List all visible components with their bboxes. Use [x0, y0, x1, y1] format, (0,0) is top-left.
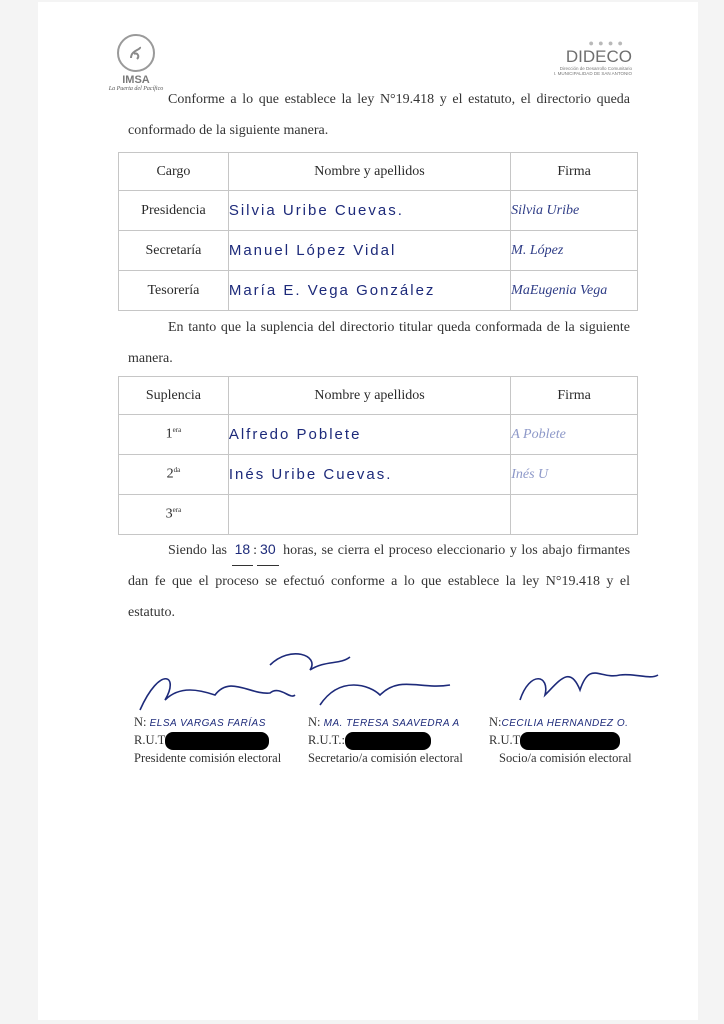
firmante-rol: Socio/a comisión electoral: [499, 751, 632, 766]
table-row: [119, 231, 638, 271]
firma-cell: Inés U: [511, 455, 638, 495]
cargo-cell: Secretaría: [119, 231, 229, 271]
dideco-line1: Dirección de Desarrollo Comunitario: [559, 66, 632, 71]
firma-cell: A Poblete: [511, 415, 638, 455]
hour-field: 18: [232, 534, 254, 566]
intro-paragraph: [128, 84, 630, 146]
imsa-brand: IMSA: [122, 74, 150, 86]
table-row: [119, 495, 638, 535]
table-header-row: [119, 377, 638, 415]
ordinal-cell: [119, 495, 229, 535]
n-label: N:: [134, 715, 147, 729]
imsa-tagline: La Puerta del Pacífico: [108, 86, 164, 92]
suplencia-table: [118, 376, 638, 535]
nombre-cell: María E. Vega González: [228, 271, 510, 311]
cargo-cell: Presidencia: [119, 191, 229, 231]
closing-text: horas, se cierra el proceso eleccionario y los abajo firmantes dan fe que el proceso se efectuó conforme a lo que establece la ley N°19.418 y el estatuto.: [128, 543, 631, 620]
firmante-nombre: ELSA VARGAS FARÍAS: [149, 718, 266, 729]
header-firma: Firma: [511, 377, 638, 415]
rut-label: R.U.T.:: [308, 733, 345, 747]
suplencia-paragraph: [128, 312, 630, 374]
redaction-bar: [165, 732, 269, 750]
cargo-cell: Tesorería: [119, 271, 229, 311]
ordinal-cell: [119, 415, 229, 455]
nombre-cell: Silvia Uribe Cuevas.: [228, 191, 510, 231]
firmante-rol: Secretario/a comisión electoral: [308, 751, 463, 766]
ordinal-number: 1: [165, 426, 173, 442]
n-label: N:: [308, 715, 321, 729]
firmante-nombre: CECILIA HERNANDEZ O.: [501, 718, 629, 729]
dideco-brand: DIDECO: [565, 47, 632, 66]
rut-label: R.U.T: [134, 733, 166, 747]
intro-text: Conforme a lo que establece la ley N°19.418 y el estatuto, el directorio queda conformado de la siguiente manera.: [128, 92, 630, 138]
nombre-cell: Inés Uribe Cuevas.: [228, 455, 510, 495]
nombre-cell: Manuel López Vidal: [228, 231, 510, 271]
seal-icon: [117, 34, 155, 72]
header-nombre: Nombre y apellidos: [228, 377, 510, 415]
ordinal-number: 3: [165, 506, 173, 522]
table-row: [119, 191, 638, 231]
firmante-rol: Presidente comisión electoral: [134, 751, 282, 766]
table-row: [119, 271, 638, 311]
header-nombre: Nombre y apellidos: [228, 153, 510, 191]
dideco-line2: I. MUNICIPALIDAD DE SAN ANTONIO: [553, 71, 632, 76]
firma-cell: Silvia Uribe: [511, 191, 638, 231]
redaction-bar: [520, 732, 620, 750]
header-suplencia: Suplencia: [119, 377, 229, 415]
firma-cell: M. López: [511, 231, 638, 271]
firmante-secretario: [308, 714, 488, 766]
signature-2: [270, 654, 450, 705]
firmante-socio: [489, 714, 669, 766]
ordinal-suffix: era: [172, 426, 182, 435]
redaction-bar: [345, 732, 431, 750]
ordinal-cell: [119, 455, 229, 495]
signature-3: [520, 673, 658, 700]
dots-icon: ● ● ● ●: [588, 38, 624, 48]
rut-label: R.U.T: [489, 733, 521, 747]
header-firma: Firma: [511, 153, 638, 191]
suplencia-text: En tanto que la suplencia del directorio titular queda conformada de la siguiente manera.: [128, 320, 630, 366]
table-header-row: [119, 153, 638, 191]
nombre-cell: Alfredo Poblete: [228, 415, 510, 455]
firmante-presidente: [134, 714, 304, 766]
firma-cell: [511, 495, 638, 535]
table-row: [119, 415, 638, 455]
ordinal-suffix: era: [172, 506, 182, 515]
firmante-nombre: MA. TERESA SAAVEDRA A: [323, 718, 460, 729]
ordinal-number: 2: [166, 466, 174, 482]
table-row: [119, 455, 638, 495]
n-label: N:: [489, 715, 502, 729]
nombre-cell: [228, 495, 510, 535]
firma-cell: MaEugenia Vega: [511, 271, 638, 311]
minute-field: 30: [257, 534, 279, 566]
signatures-drawing: [120, 645, 660, 725]
closing-paragraph: [128, 534, 630, 628]
header-cargo: Cargo: [119, 153, 229, 191]
directorio-table: [118, 152, 638, 311]
ordinal-suffix: da: [173, 466, 181, 475]
dideco-logo: [522, 38, 632, 76]
time-separator: :: [253, 543, 258, 558]
signature-1: [140, 679, 295, 710]
closing-prefix: Siendo las: [168, 543, 227, 558]
